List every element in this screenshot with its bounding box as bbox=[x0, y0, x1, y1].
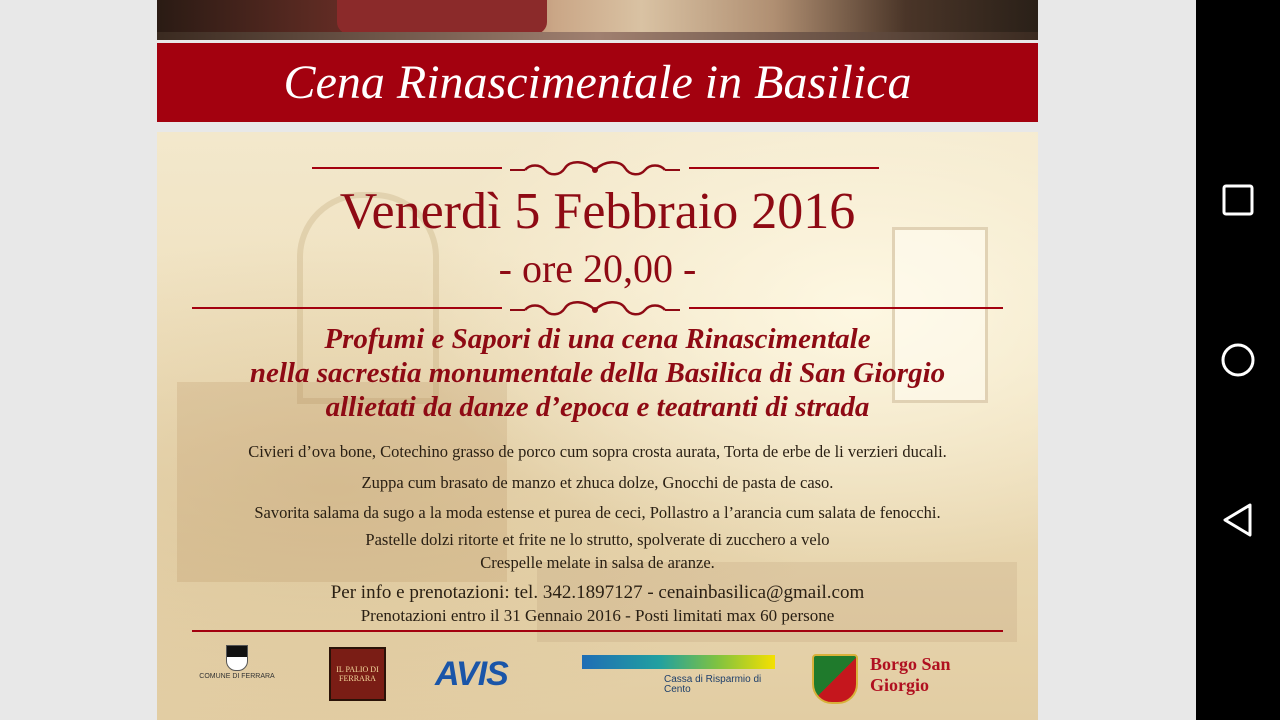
event-flyer bbox=[157, 0, 1038, 720]
subtitle-line: nella sacrestia monumentale della Basilica di San Giorgio bbox=[249, 357, 946, 389]
bottom-rule bbox=[192, 630, 1003, 632]
palio-ferrara-logo bbox=[329, 647, 386, 701]
borgo-crest-icon bbox=[812, 654, 858, 704]
poster-body bbox=[157, 132, 1038, 720]
menu-line: Pastelle dolzi ritorte et frite ne lo strutto, spolverate di zucchero a velo bbox=[365, 530, 830, 549]
event-subtitle bbox=[157, 322, 1038, 424]
ferrara-shield-icon bbox=[226, 645, 248, 671]
subtitle-line: Profumi e Sapori di una cena Rinascimentale bbox=[324, 323, 871, 355]
top-rule-left bbox=[312, 167, 502, 169]
header-photo bbox=[157, 0, 1038, 40]
avis-label: AVIS bbox=[435, 655, 508, 693]
borgo-san-giorgio-logo bbox=[812, 652, 992, 702]
subtitle-line: allietati da danze d’epoca e teatranti di strada bbox=[325, 391, 870, 423]
photo-floor bbox=[157, 32, 1038, 40]
back-button[interactable] bbox=[1216, 498, 1260, 542]
cassa-color-bar bbox=[582, 655, 775, 669]
comune-ferrara-logo bbox=[192, 637, 282, 697]
cassa-risparmio-logo bbox=[582, 655, 775, 700]
photo-table bbox=[337, 0, 547, 34]
contact-info bbox=[157, 582, 1038, 626]
event-time: - ore 20,00 - bbox=[498, 246, 697, 291]
avis-logo bbox=[435, 655, 545, 691]
mid-ornament-icon bbox=[505, 298, 685, 322]
menu-line: Civieri d’ova bone, Cotechino grasso de porco cum sopra crosta aurata, Torta de erbe de li verzieri ducali. bbox=[248, 442, 947, 461]
menu-line: Savorita salama da sugo a la moda estense et purea de ceci, Pollastro a l’arancia cum salata de fenocchi. bbox=[254, 503, 941, 522]
top-rule-right bbox=[689, 167, 879, 169]
menu-line: Zuppa cum brasato de manzo et zhuca dolze, Gnocchi de pasta de caso. bbox=[361, 473, 834, 492]
triangle-back-icon bbox=[1220, 502, 1256, 538]
sponsor-logos bbox=[157, 637, 1038, 720]
recents-button[interactable] bbox=[1216, 178, 1260, 222]
top-ornament-icon bbox=[505, 158, 685, 182]
menu-line: Crespelle melate in salsa de aranze. bbox=[480, 553, 715, 572]
title-band bbox=[157, 43, 1038, 122]
square-recents-icon bbox=[1221, 183, 1255, 217]
booking-line: Prenotazioni entro il 31 Gennaio 2016 - Posti limitati max 60 persone bbox=[360, 606, 835, 625]
cassa-label: Cassa di Risparmio di Cento bbox=[664, 674, 762, 695]
mid-rule-left bbox=[192, 307, 502, 309]
info-line: Per info e prenotazioni: tel. 342.1897127 - cenainbasilica@gmail.com bbox=[330, 582, 865, 603]
palio-label: IL PALIO DI FERRARA bbox=[336, 665, 379, 683]
mid-rule-right bbox=[689, 307, 1003, 309]
flyer-title: Cena Rinascimentale in Basilica bbox=[283, 56, 912, 109]
home-button[interactable] bbox=[1216, 338, 1260, 382]
event-date: Venerdì 5 Febbraio 2016 bbox=[339, 183, 856, 240]
circle-home-icon bbox=[1220, 342, 1256, 378]
borgo-label: Borgo San Giorgio bbox=[870, 654, 951, 695]
comune-label: COMUNE DI FERRARA bbox=[199, 673, 275, 680]
android-navigation-bar bbox=[1196, 0, 1280, 720]
